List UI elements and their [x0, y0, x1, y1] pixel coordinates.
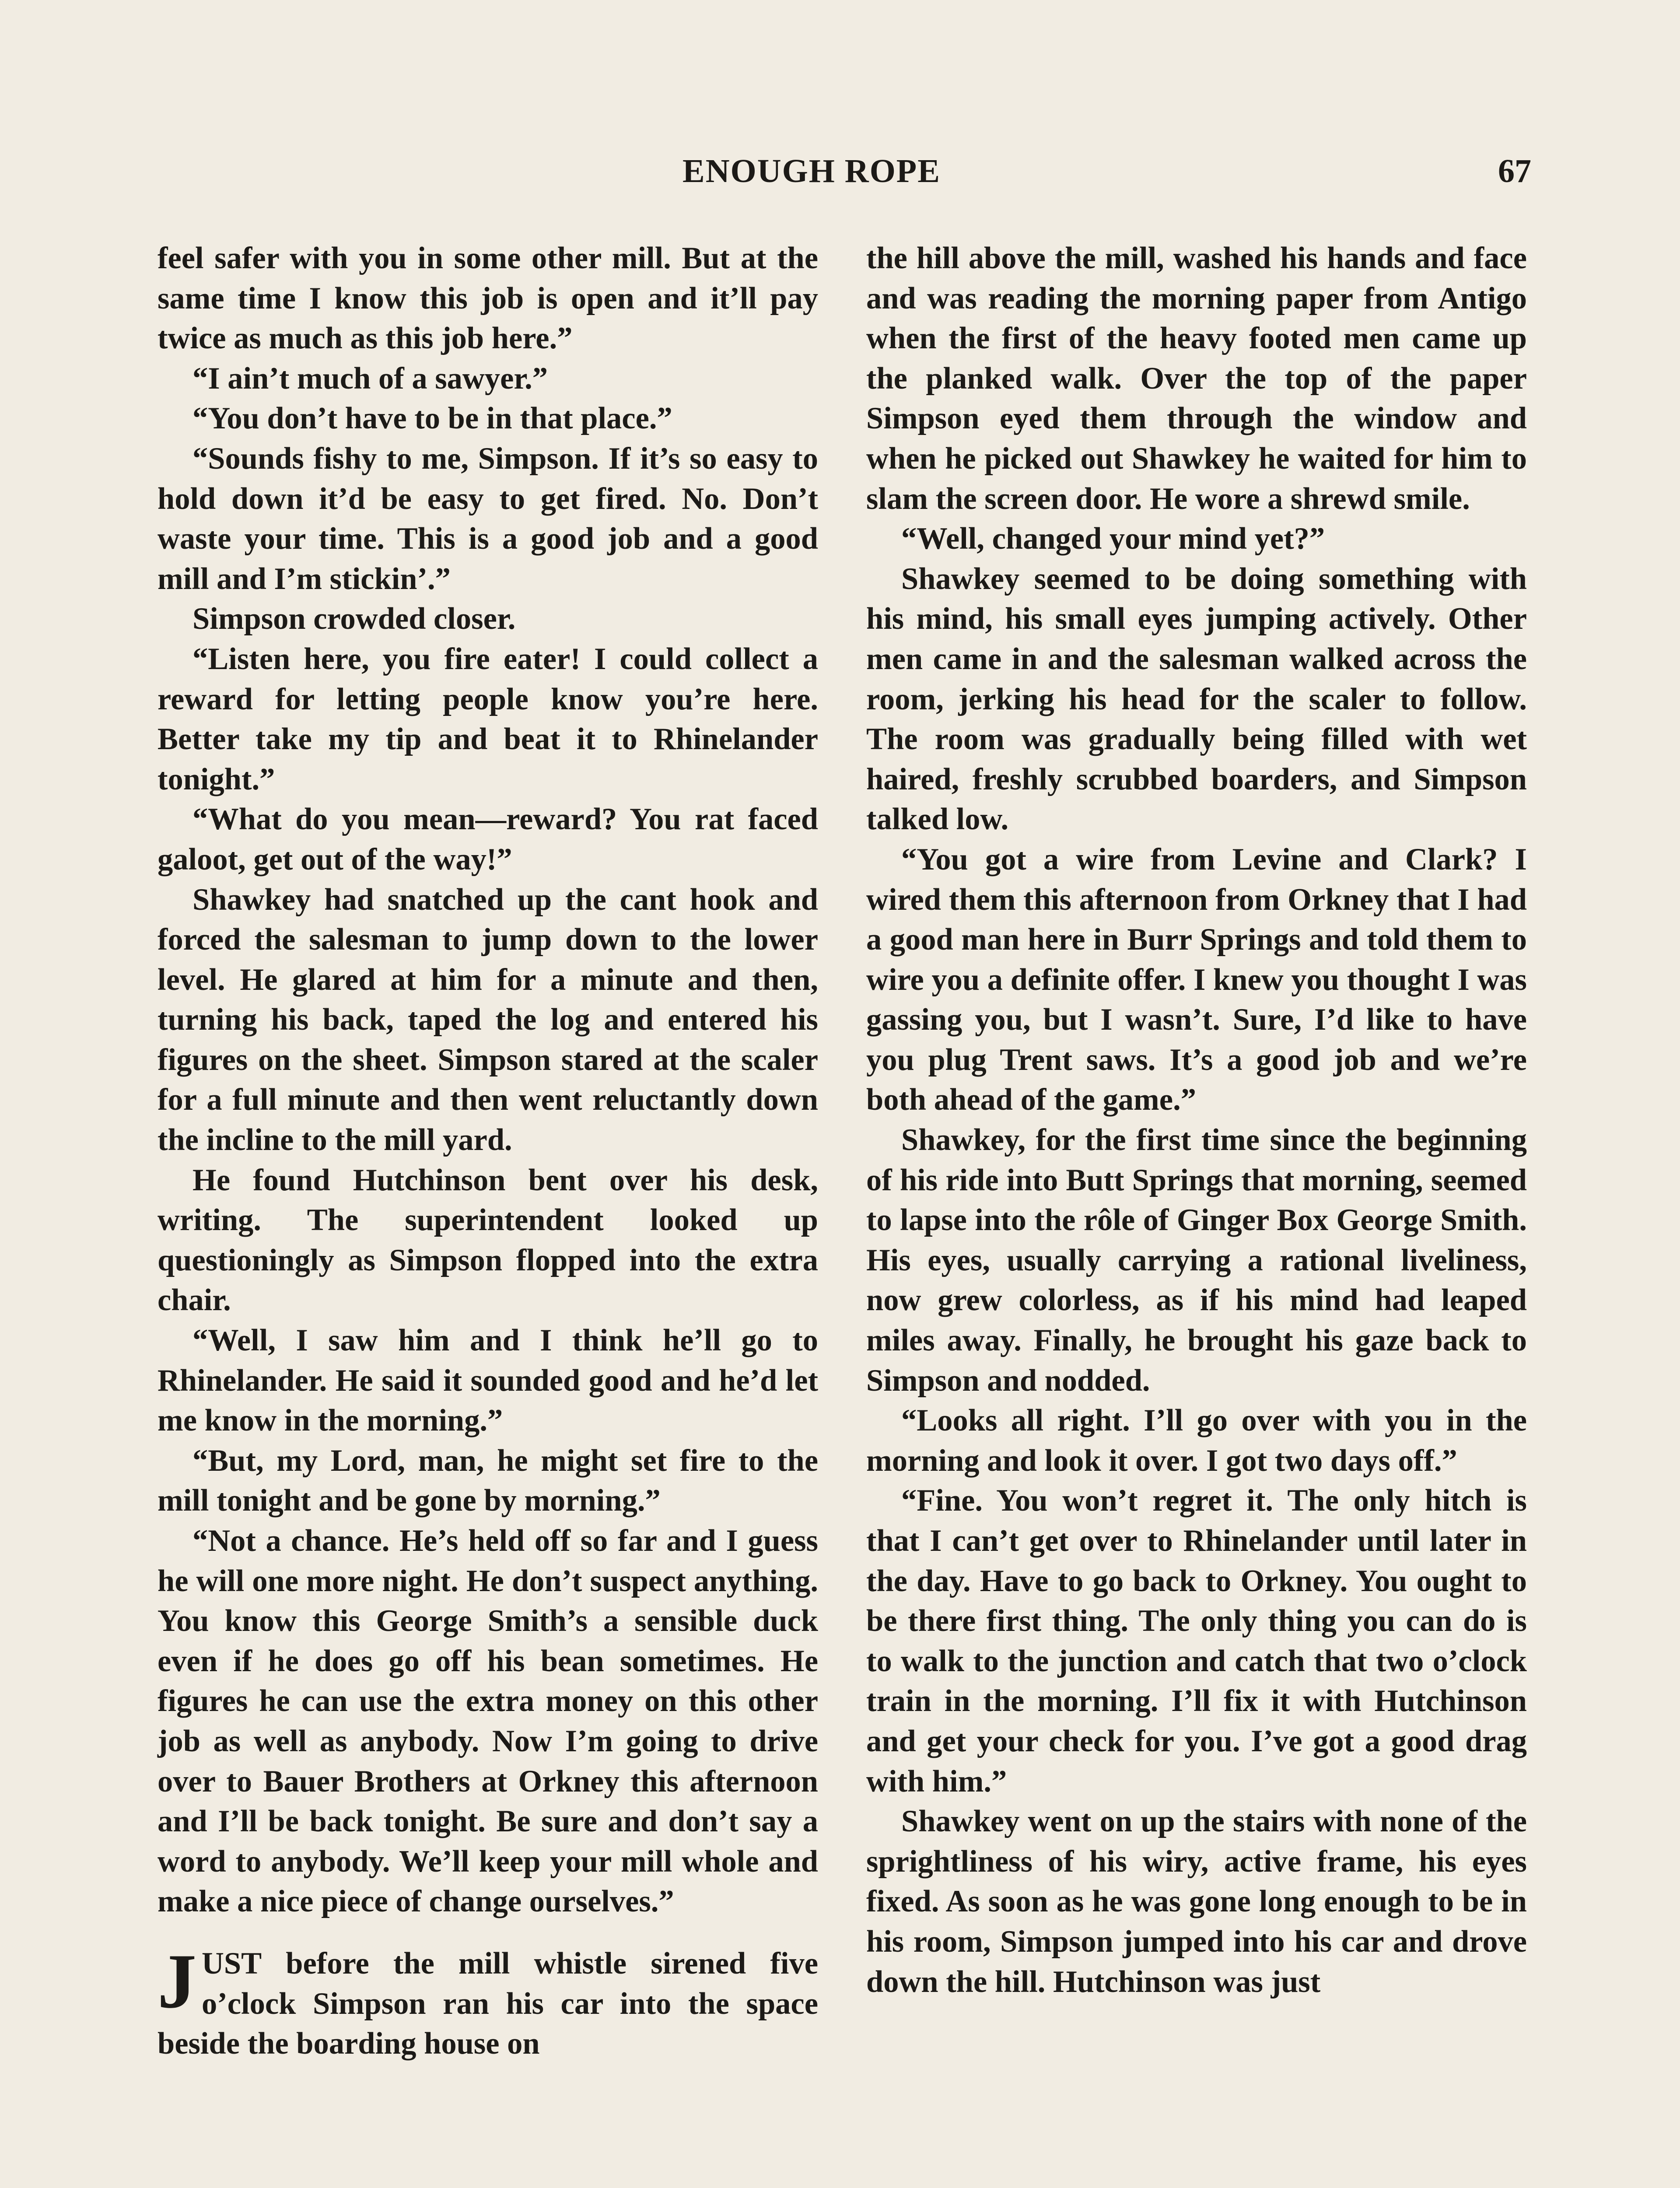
paragraph: “But, my Lord, man, he might set fire to the mill tonight and be gone by morning.”: [158, 1443, 818, 1518]
page-number: 67: [1498, 153, 1531, 189]
paragraph: Simpson crowded closer.: [192, 602, 516, 636]
paragraph: Shawkey, for the first time since the beginning of his ride into Butt Springs that morning, seemed to lapse into the rôle of Ginger Box George Smith. His eyes, usually carrying a rational liveliness, now grew colorless, as if his mind had leaped miles away. Finally, he brought his gaze back to Simpson and nodded.: [866, 1123, 1527, 1398]
paragraph: “Well, I saw him and I think he’ll go to Rhinelander. He said it sounded good and he’d let me know in the morning.”: [158, 1323, 818, 1438]
paragraph: feel safer with you in some other mill. But at the same time I know this job is open and it’ll pay twice as much as this job here.”: [158, 241, 818, 356]
paragraph: “Sounds fishy to me, Simpson. If it’s so easy to hold down it’d be easy to get fired. No. Don’t waste your time. This is a good job and a good mill and I’m stickin’.”: [158, 441, 818, 596]
paragraph: Shawkey seemed to be doing something with his mind, his small eyes jumping actively. Other men came in and the salesman walked across the room, jerking his head for the scaler to follow. The room was gradually being filled with wet haired, freshly scrubbed boarders, and Simpson talked low.: [866, 561, 1527, 837]
paragraph: Shawkey had snatched up the cant hook and forced the salesman to jump down to the lower level. He glared at him for a minute and then, turning his back, taped the log and entered his figures on the sheet. Simpson stared at the scaler for a full minute and then went reluctantly down the incline to the mill yard.: [158, 882, 818, 1157]
left-column: [158, 238, 818, 2064]
right-column: [866, 238, 1527, 2002]
paragraph: “Well, changed your mind yet?”: [901, 522, 1325, 556]
paragraph: “Listen here, you fire eater! I could collect a reward for letting people know you’re here. Better take my tip and beat it to Rhinelander tonight.”: [158, 642, 818, 796]
small-caps-lead: UST: [202, 1946, 262, 1981]
paragraph: “I ain’t much of a sawyer.”: [192, 361, 548, 396]
paragraph: “You don’t have to be in that place.”: [192, 401, 672, 436]
paragraph: “Looks all right. I’ll go over with you in the morning and look it over. I got two days off.”: [866, 1403, 1527, 1478]
paragraph: “What do you mean—reward? You rat faced galoot, get out of the way!”: [158, 802, 818, 877]
paragraph: “Fine. You won’t regret it. The only hitch is that I can’t get over to Rhinelander until later in the day. Have to go back to Orkney. You ought to be there first thing. The only thing you can do is to walk to the junction and catch that two o’clock train in the morning. I’ll fix it with Hutchinson and get your check for you. I’ve got a good drag with him.”: [866, 1483, 1527, 1799]
section-start-paragraph: [158, 1937, 818, 2064]
section-start-text: before the mill whistle sirened five o’clock Simpson ran his car into the space beside the boarding house on: [158, 1946, 818, 2061]
drop-cap: J: [158, 1937, 196, 2024]
paragraph: He found Hutchinson bent over his desk, writing. The superintendent looked up questioningly as Simpson flopped into the extra chair.: [158, 1163, 818, 1318]
paragraph: “You got a wire from Levine and Clark? I wired them this afternoon from Orkney that I had a good man here in Burr Springs and told them to wire you a definite offer. I knew you thought I was gassing you, but I wasn’t. Sure, I’d like to have you plug Trent saws. It’s a good job and we’re both ahead of the game.”: [866, 842, 1527, 1117]
running-head: ENOUGH ROPE: [682, 153, 941, 189]
paragraph: the hill above the mill, washed his hands and face and was reading the morning paper from Antigo when the first of the heavy footed men came up the planked walk. Over the top of the paper Simpson eyed them through the window and when he picked out Shawkey he waited for him to slam the screen door. He wore a shrewd smile.: [866, 241, 1527, 516]
paragraph: “Not a chance. He’s held off so far and I guess he will one more night. He don’t suspect anything. You know this George Smith’s a sensible duck even if he does go off his bean sometimes. He figures he can use the extra money on this other job as well as anybody. Now I’m going to drive over to Bauer Brothers at Orkney this afternoon and I’ll be back tonight. Be sure and don’t say a word to anybody. We’ll keep your mill whole and make a nice piece of change ourselves.”: [158, 1524, 818, 1919]
paragraph: Shawkey went on up the stairs with none of the sprightliness of his wiry, active frame, his eyes fixed. As soon as he was gone long enough to be in his room, Simpson jumped into his car and drove down the hill. Hutchinson was just: [866, 1804, 1527, 1999]
